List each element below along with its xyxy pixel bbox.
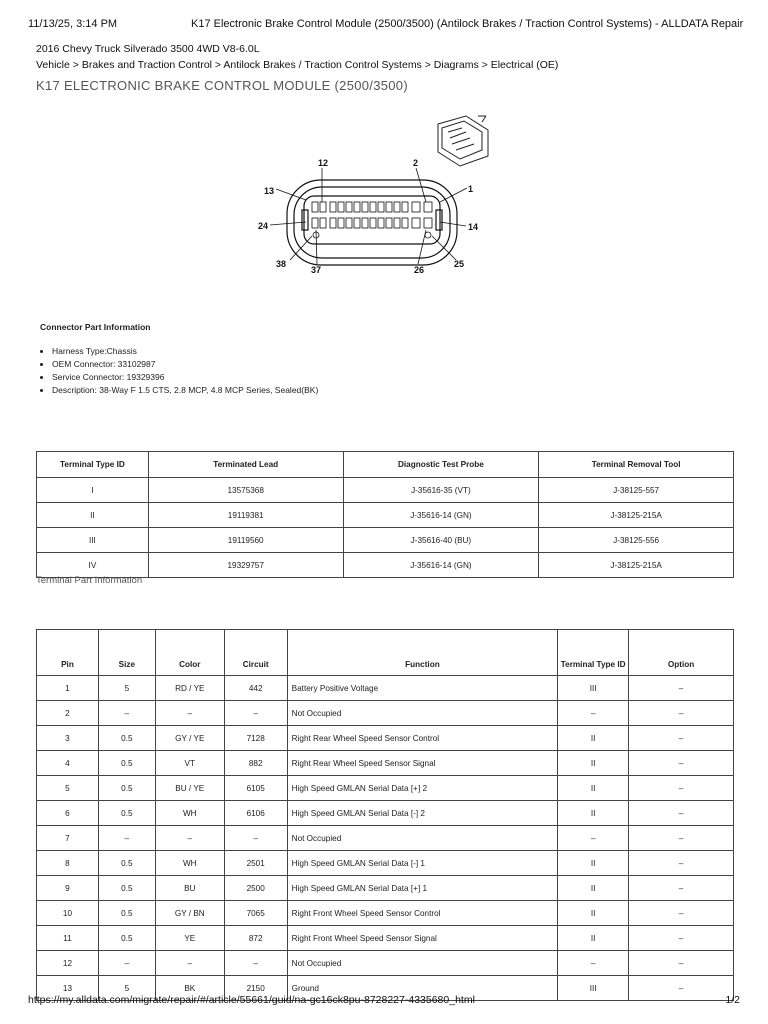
table-cell: 9 [37,876,99,901]
table-cell: II [558,926,629,951]
table-header-row [37,452,734,478]
breadcrumb-brakes[interactable]: Brakes and Traction Control [81,59,212,71]
connector-info-heading: Connector Part Information [40,322,151,332]
table-cell: 10 [37,901,99,926]
table-cell: 19119560 [148,528,343,553]
table-cell: II [558,776,629,801]
print-doc-title: K17 Electronic Brake Control Module (2500/3500) (Antilock Brakes / Traction Control Systems) - ALLDATA Repair [191,18,744,30]
table-cell: 7128 [224,726,287,751]
table-cell: – [629,826,734,851]
print-datetime: 11/13/25, 3:14 PM [28,18,118,30]
leader-lines [270,168,467,264]
table-row [37,553,734,578]
table-cell: WH [155,851,224,876]
table-cell: High Speed GMLAN Serial Data [+] 1 [287,876,558,901]
breadcrumb-separator: > [481,59,488,71]
breadcrumb-electrical[interactable]: Electrical (OE) [490,59,559,71]
table-cell: Not Occupied [287,951,558,976]
table-cell: Not Occupied [287,826,558,851]
table-cell: BU [155,876,224,901]
table-cell: 1 [37,676,99,701]
table-cell: WH [155,801,224,826]
table-cell: 7065 [224,901,287,926]
table-cell: II [37,503,149,528]
table-cell: 0.5 [98,901,155,926]
table-cell: – [98,951,155,976]
connector-part-info [40,322,318,398]
table-cell: 7 [37,826,99,851]
table-cell: High Speed GMLAN Serial Data [+] 2 [287,776,558,801]
table-cell: – [224,951,287,976]
table-cell: J-35616-14 (GN) [343,503,539,528]
table-cell: 13 [37,976,99,1001]
pin-label-24: 24 [258,221,269,231]
table-cell: – [558,826,629,851]
table-cell: RD / YE [155,676,224,701]
column-header: Function [287,630,558,676]
table-cell: BK [155,976,224,1001]
breadcrumb-separator: > [214,59,222,71]
table-cell: 442 [224,676,287,701]
table-cell: Right Rear Wheel Speed Sensor Control [287,726,558,751]
table-cell: Right Front Wheel Speed Sensor Control [287,901,558,926]
breadcrumb [36,59,558,71]
table-cell: Ground [287,976,558,1001]
terminal-part-info-title: Terminal Part Information [36,575,143,586]
column-header: Circuit [224,630,287,676]
column-header: Size [98,630,155,676]
table-row [37,951,734,976]
table-cell: GY / BN [155,901,224,926]
breadcrumb-separator: > [72,59,79,71]
table-cell: 6 [37,801,99,826]
table-cell: II [558,751,629,776]
table-cell: II [558,876,629,901]
table-cell: – [629,676,734,701]
table-cell: II [558,726,629,751]
page-title: K17 ELECTRONIC BRAKE CONTROL MODULE (2500/3500) [36,78,408,93]
table-row [37,701,734,726]
table-cell: 0.5 [98,751,155,776]
connector-info-list [40,346,318,395]
table-row [37,926,734,951]
table-cell: J-38125-215A [539,553,734,578]
page-url: https://my.alldata.com/migrate/repair/#/article/55661/guid/na-gc16ck8pu-8728227-4335680_html [28,994,475,1006]
table-cell: 2150 [224,976,287,1001]
table-cell: 13575368 [148,478,343,503]
list-item: • Description: 38-Way F 1.5 CTS, 2.8 MCP, 4.8 MCP Series, Sealed(BK) [52,385,318,395]
table-cell: – [558,701,629,726]
table-cell: III [558,976,629,1001]
table-row [37,851,734,876]
table-cell: – [629,976,734,1001]
terminal-type-table [36,451,734,578]
table-cell: BU / YE [155,776,224,801]
list-item: • Harness Type:Chassis [52,346,318,356]
column-header: Pin [37,630,99,676]
pin-label-12: 12 [318,158,329,168]
table-cell: III [37,528,149,553]
pin-label-13: 13 [264,186,275,196]
table-cell: 3 [37,726,99,751]
breadcrumb-abs[interactable]: Antilock Brakes / Traction Control Systems [223,59,422,71]
connector-3d-view [438,116,488,166]
table-cell: 4 [37,751,99,776]
table-row [37,801,734,826]
table-cell: – [98,826,155,851]
table-cell: 2501 [224,851,287,876]
table-cell: – [98,701,155,726]
table-cell: GY / YE [155,726,224,751]
table-row [37,826,734,851]
pin-label-2: 2 [413,158,419,168]
table-row [37,528,734,553]
connector-diagram [250,110,510,280]
pin-label-25: 25 [454,259,465,269]
table-cell: IV [37,553,149,578]
table-cell: J-38125-557 [539,478,734,503]
table-cell: III [558,676,629,701]
column-header: Diagnostic Test Probe [343,452,539,478]
table-cell: – [629,926,734,951]
table-cell: 6105 [224,776,287,801]
column-header: Color [155,630,224,676]
table-cell: II [558,901,629,926]
table-row [37,876,734,901]
table-cell: Battery Positive Voltage [287,676,558,701]
table-cell: 8 [37,851,99,876]
pin-label-26: 26 [414,265,425,275]
page-number: 1/2 [725,994,740,1006]
table-cell: II [558,801,629,826]
table-cell: – [155,701,224,726]
table-cell: – [629,901,734,926]
column-header: Terminal Removal Tool [539,452,734,478]
breadcrumb-separator: > [424,59,431,71]
table-row [37,751,734,776]
table-cell: – [629,776,734,801]
table-cell: J-35616-40 (BU) [343,528,539,553]
table-cell: 6106 [224,801,287,826]
table-cell: 11 [37,926,99,951]
table-cell: 19329757 [148,553,343,578]
table-cell: – [629,801,734,826]
table-cell: 5 [98,976,155,1001]
table-cell: 0.5 [98,876,155,901]
table-cell: 0.5 [98,851,155,876]
table-cell: Right Front Wheel Speed Sensor Signal [287,926,558,951]
column-header: Terminated Lead [148,452,343,478]
table-cell: 5 [98,676,155,701]
table-cell: VT [155,751,224,776]
table-cell: High Speed GMLAN Serial Data [-] 2 [287,801,558,826]
table-cell: – [155,826,224,851]
table-cell: YE [155,926,224,951]
table-cell: 872 [224,926,287,951]
table-row [37,901,734,926]
table-cell: 19119381 [148,503,343,528]
table-cell: – [629,751,734,776]
table-row [37,676,734,701]
table-cell: – [155,951,224,976]
vehicle-name: 2016 Chevy Truck Silverado 3500 4WD V8-6.0L [36,43,260,55]
table-cell: 0.5 [98,726,155,751]
pin-label-37: 37 [311,265,322,275]
table-cell: 882 [224,751,287,776]
table-cell: J-38125-556 [539,528,734,553]
table-cell: II [558,851,629,876]
column-header: Terminal Type ID [37,452,149,478]
table-cell: High Speed GMLAN Serial Data [-] 1 [287,851,558,876]
table-cell: – [224,826,287,851]
breadcrumb-vehicle[interactable]: Vehicle [36,59,70,71]
table-cell: J-38125-215A [539,503,734,528]
table-cell: Not Occupied [287,701,558,726]
connector-pins [312,202,432,238]
table-cell: – [558,951,629,976]
table-cell: 5 [37,776,99,801]
table-cell: – [629,851,734,876]
pin-label-1: 1 [468,184,474,194]
terminal-part-table-body [37,676,734,1001]
table-cell: – [629,876,734,901]
table-row [37,726,734,751]
breadcrumb-diagrams[interactable]: Diagrams [433,59,479,71]
table-header-row [37,630,734,676]
table-row [37,503,734,528]
column-header: Terminal Type ID [558,630,629,676]
list-item: • OEM Connector: 33102987 [52,359,318,369]
table-cell: 0.5 [98,801,155,826]
table-row [37,478,734,503]
table-cell: 2 [37,701,99,726]
pin-label-14: 14 [468,222,479,232]
table-cell: 12 [37,951,99,976]
table-cell: 0.5 [98,926,155,951]
table-cell: – [629,701,734,726]
table-cell: I [37,478,149,503]
table-row [37,776,734,801]
table-cell: J-35616-35 (VT) [343,478,539,503]
table-cell: Right Rear Wheel Speed Sensor Signal [287,751,558,776]
list-item: • Service Connector: 19329396 [52,372,318,382]
table-cell: – [629,951,734,976]
table-cell: – [629,726,734,751]
table-cell: 0.5 [98,776,155,801]
table-cell: J-35616-14 (GN) [343,553,539,578]
table-cell: – [224,701,287,726]
terminal-part-table [36,629,734,1001]
table-cell: 2500 [224,876,287,901]
column-header: Option [629,630,734,676]
pin-label-38: 38 [276,259,287,269]
